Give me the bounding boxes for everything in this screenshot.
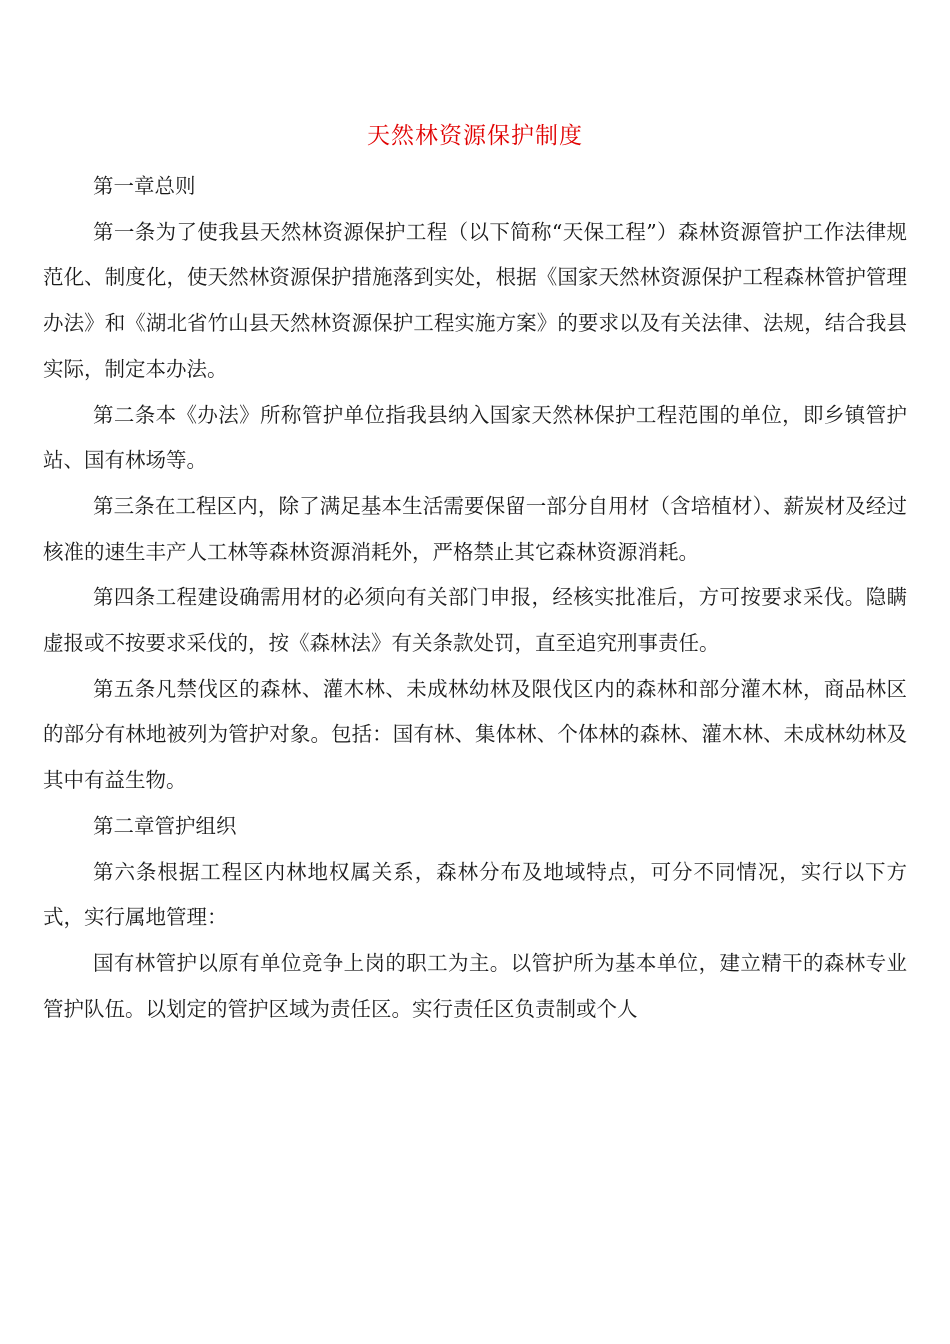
article-2: 第二条本《办法》所称管护单位指我县纳入国家天然林保护工程范围的单位，即乡镇管护站、国有林场等。	[43, 402, 907, 473]
document-title: 天然林资源保护制度	[367, 123, 583, 149]
article-6: 第六条根据工程区内林地权属关系，森林分布及地域特点，可分不同情况，实行以下方式，实行属地管理：	[43, 859, 907, 930]
article-1: 第一条为了使我县天然林资源保护工程（以下简称“天保工程”）森林资源管护工作法律规范化、制度化，使天然林资源保护措施落到实处，根据《国家天然林资源保护工程森林管护管理办法》和《湖北省竹山县天然林资源保护工程实施方案》的要求以及有关法律、法规，结合我县实际，制定本办法。	[43, 219, 907, 381]
chapter-heading-organization: 第二章管护组织	[93, 813, 237, 838]
chapter-heading-general: 第一章总则	[93, 174, 196, 198]
document-body	[43, 164, 907, 1032]
article-4: 第四条工程建设确需用材的必须向有关部门申报，经核实批准后，方可按要求采伐。隐瞒虚报或不按要求采伐的，按《森林法》有关条款处罚，直至追究刑事责任。	[43, 585, 907, 656]
paragraph-state-forest: 国有林管护以原有单位竞争上岗的职工为主。以管护所为基本单位，建立精干的森林专业管护队伍。以划定的管护区域为责任区。实行责任区负责制或个人	[43, 950, 907, 1021]
article-3: 第三条在工程区内，除了满足基本生活需要保留一部分自用材（含培植材）、薪炭材及经过核准的速生丰产人工林等森林资源消耗外，严格禁止其它森林资源消耗。	[43, 493, 907, 564]
article-5: 第五条凡禁伐区的森林、灌木林、未成林幼林及限伐区内的森林和部分灌木林，商品林区的部分有林地被列为管护对象。包括：国有林、集体林、个体林的森林、灌木林、未成林幼林及其中有益生物。	[43, 676, 907, 793]
